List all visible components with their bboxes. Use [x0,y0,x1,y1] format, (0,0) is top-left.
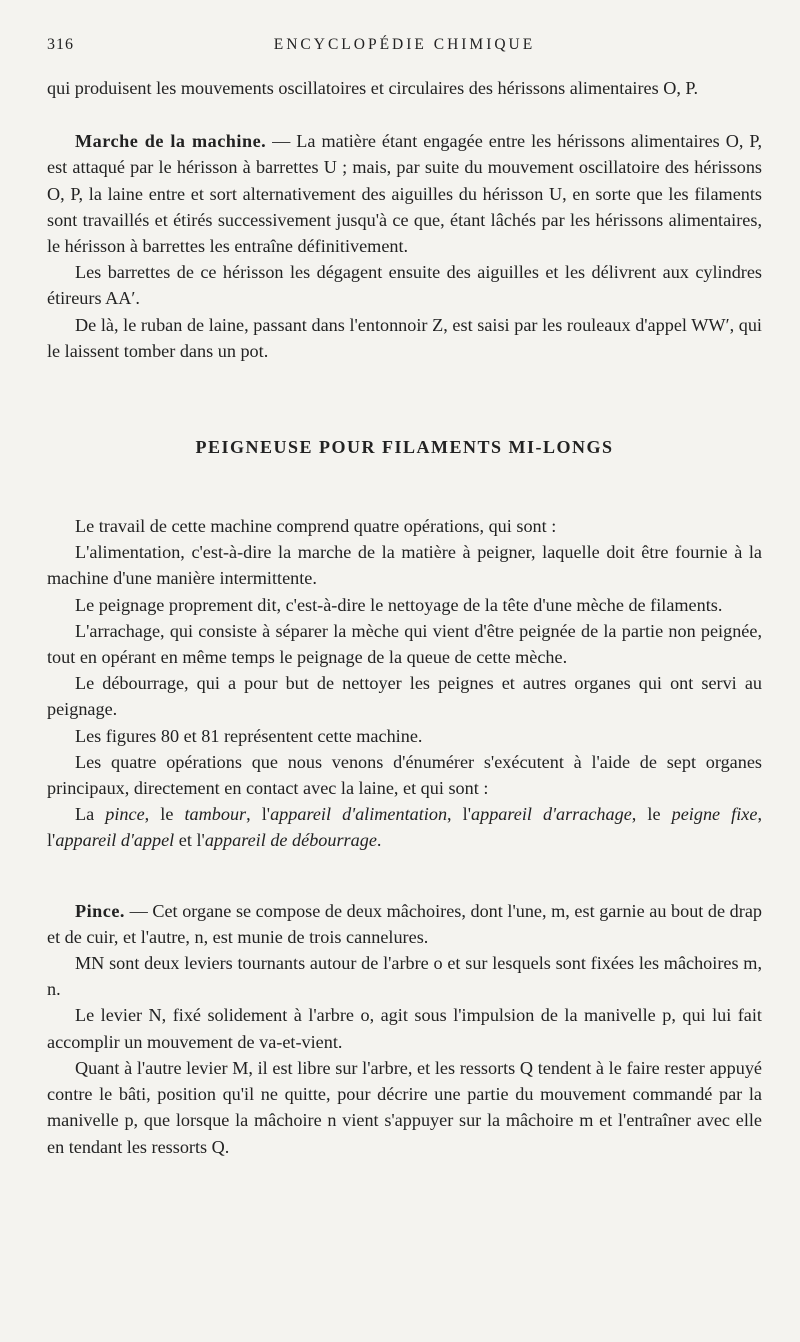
section-heading: PEIGNEUSE POUR FILAMENTS MI-LONGS [195,437,614,458]
paragraph: Le travail de cette machine comprend quatre opérations, qui sont : [75,516,557,537]
paragraph: qui produisent les mouvements oscillatoires et circulaires des hérissons alimentaires O, P. [47,78,699,98]
italic-term: appareil d'alimentation [270,804,448,825]
organ-list-paragraph [47,801,762,853]
paragraph: MN sont deux leviers tournants autour de l'arbre o et sur lesquels sont fixées les mâchoires m, n. [47,953,762,1000]
text-span: , le [144,804,185,825]
paragraph: Quant à l'autre levier M, il est libre sur l'arbre, et les ressorts Q tendent à le faire rester appuyé contre le bâti, position qu'il ne quitte, pour décrire une partie du mouvement commandé par la manivelle p, que lorsque la mâchoire n vient s'appuyer sur la mâchoire m et l'entraîner avec elle en tendant les ressorts Q. [47,1057,762,1157]
text-span: . [376,830,382,851]
page-body [47,75,762,1160]
paragraph: Le peignage proprement dit, c'est-à-dire le nettoyage de la tête d'une mèche de filaments. [75,594,723,615]
paragraph: Les barrettes de ce hérisson les dégagent ensuite des aiguilles et les délivrent aux cylindres étireurs AA′. [47,262,762,309]
italic-term: appareil de débourrage [204,830,377,851]
page-number: 316 [47,36,74,53]
paragraph: Les quatre opérations que nous venons d'énumérer s'exécutent à l'aide de sept organes principaux, directement en contact avec la laine, et qui sont : [47,751,762,799]
running-title: ENCYCLOPÉDIE CHIMIQUE [273,36,536,53]
paragraph: Les figures 80 et 81 représentent cette machine. [75,725,423,746]
paragraph: De là, le ruban de laine, passant dans l'entonnoir Z, est saisi par les rouleaux d'appel WW′, qui le laissent tomber dans un pot. [47,314,762,361]
italic-term: tambour [184,804,247,825]
paragraph [47,898,762,950]
run-in-heading: Marche de la machine. [75,131,267,152]
italic-term: pince [105,804,145,825]
paragraph: Le levier N, fixé solidement à l'arbre o, agit sous l'impulsion de la manivelle p, qui lui fait accomplir un mouvement de va-et-vient. [47,1005,762,1052]
run-in-heading: Pince. [75,900,125,921]
paragraph: L'arrachage, qui consiste à séparer la mèche qui vient d'être peignée de la partie non peignée, tout en opérant en même temps le peignage de la queue de cette mèche. [47,620,762,668]
paragraph-text: — Cet organe se compose de deux mâchoires, dont l'une, m, est garnie au bout de drap et de cuir, et l'autre, n, est munie de trois cannelures. [47,900,762,947]
italic-term: appareil d'appel [55,830,175,851]
text-span: , l' [47,804,762,851]
text-span: , l' [447,804,471,825]
text-span: La [75,804,106,825]
text-span: , l' [246,804,271,825]
paragraph [47,128,762,259]
text-span: et l' [174,830,205,851]
italic-term: peigne fixe [671,804,758,825]
italic-term: appareil d'arrachage [471,804,632,825]
paragraph-text: — La matière étant engagée entre les hérissons alimentaires O, P, est attaqué par le hérisson à barrettes U ; mais, par suite du mouvement oscillatoire des hérissons O, P, la laine entre et sort alternativement des aiguilles du hérisson U, en sorte que les filaments sont travaillés et étirés successivement jusqu'à ce que, étant lâchés par les hérissons alimentaires, le hérisson à barrettes les entraîne définitivement. [47,131,763,257]
paragraph: L'alimentation, c'est-à-dire la marche de la matière à peigner, laquelle doit être fournie à la machine d'une manière intermittente. [47,542,762,589]
text-span: , le [631,804,672,825]
paragraph: Le débourrage, qui a pour but de nettoyer les peignes et autres organes qui ont servi au peignage. [47,673,762,720]
running-head [47,36,762,60]
